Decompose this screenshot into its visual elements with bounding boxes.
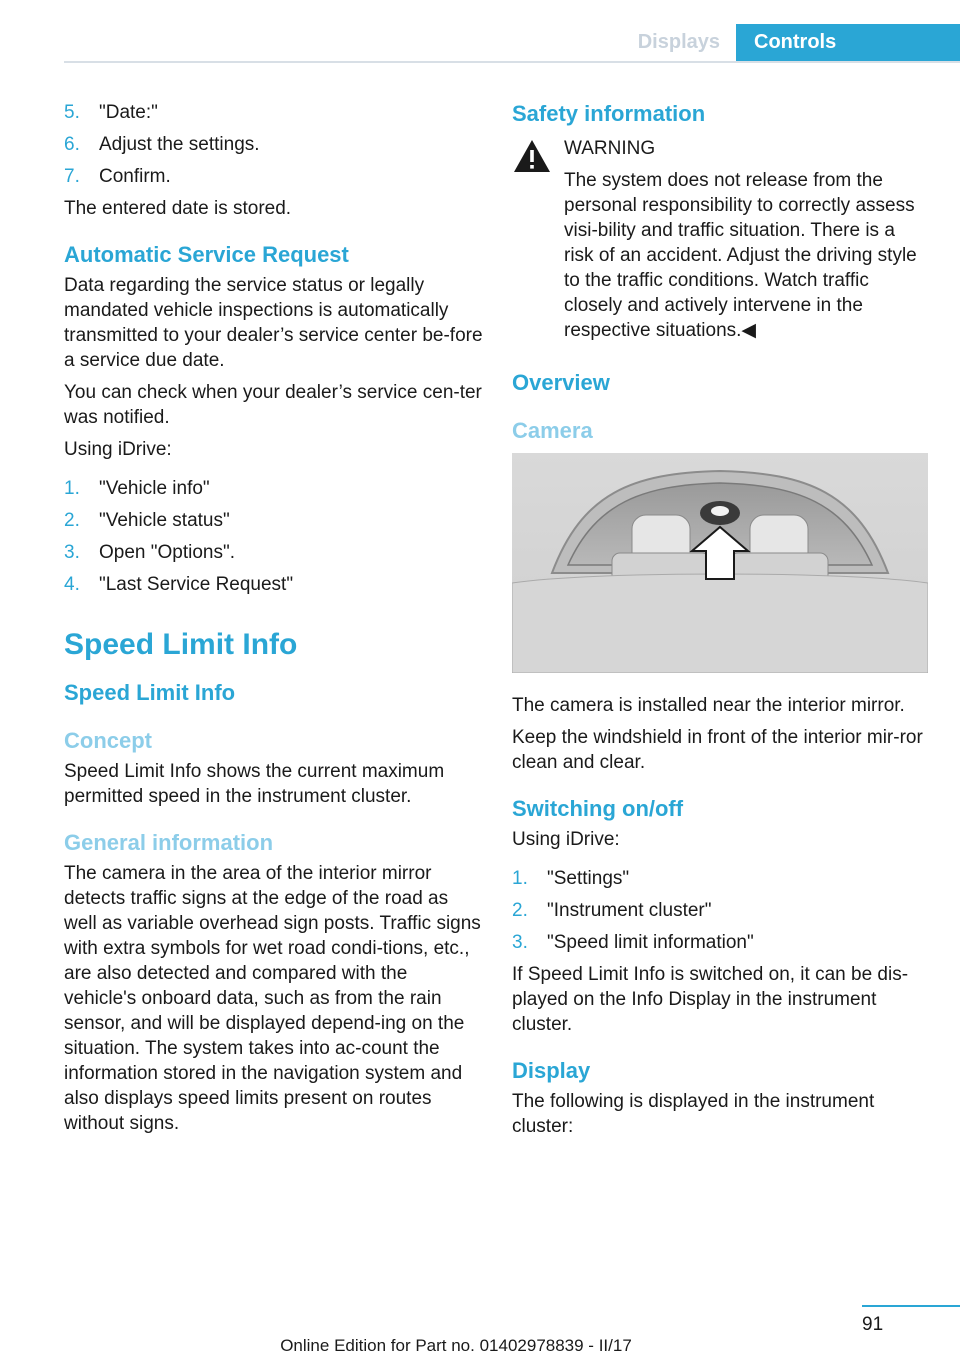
list-text: "Speed limit information"	[547, 932, 754, 953]
footer-edition-text: Online Edition for Part no. 01402978839 - II/17	[280, 1336, 632, 1355]
warning-block	[512, 136, 928, 343]
header-chapter-tab[interactable]: Controls	[736, 24, 960, 61]
warning-triangle-icon	[512, 138, 552, 174]
list-number: 1.	[512, 868, 528, 889]
list-text: Adjust the settings.	[99, 134, 260, 155]
list-number: 3.	[512, 932, 528, 953]
list-text: Open "Options".	[99, 542, 236, 563]
list-item	[64, 540, 484, 565]
display-heading: Display	[512, 1058, 591, 1083]
list-number: 5.	[64, 102, 80, 123]
camera-heading: Camera	[512, 418, 593, 443]
list-text: "Vehicle info"	[99, 478, 210, 499]
asr-paragraph-1: Data regarding the service status or legally mandated vehicle inspections is automatically transmitted to your dealer’s service center be-fore a service due date.	[64, 275, 483, 371]
asr-paragraph-3: Using iDrive:	[64, 439, 172, 460]
concept-paragraph: Speed Limit Info shows the current maximum permitted speed in the instrument cluster.	[64, 761, 445, 807]
page-number: 91	[862, 1314, 884, 1335]
camera-paragraph-1: The camera is installed near the interior mirror.	[512, 695, 905, 716]
list-number: 6.	[64, 134, 80, 155]
list-number: 2.	[64, 510, 80, 531]
list-text: "Vehicle status"	[99, 510, 230, 531]
asr-heading: Automatic Service Request	[64, 242, 349, 267]
footer-rule	[862, 1305, 960, 1307]
camera-paragraph-2: Keep the windshield in front of the interior mir-ror clean and clear.	[512, 727, 923, 773]
date-steps-list	[64, 100, 484, 189]
switch-heading: Switching on/off	[512, 796, 684, 821]
list-number: 3.	[64, 542, 80, 563]
list-number: 7.	[64, 166, 80, 187]
concept-heading: Concept	[64, 728, 152, 753]
list-item	[64, 132, 484, 157]
chapter-title: Speed Limit Info	[64, 628, 298, 661]
general-info-heading: General information	[64, 830, 274, 855]
camera-illustration	[512, 453, 928, 673]
switch-steps-list	[512, 866, 928, 955]
safety-heading: Safety information	[512, 101, 706, 126]
warning-text-content: The system does not release from the personal responsibility to correctly assess visi-bility and traffic situation. There is a risk of an accident. Adjust the driving style to the traffic conditions. Watch traffic closely and actively intervene in the respective situations.◀	[564, 170, 917, 341]
asr-paragraph-2: You can check when your dealer’s service cen-ter was notified.	[64, 382, 482, 428]
header-rule	[64, 61, 960, 63]
date-stored-text: The entered date is stored.	[64, 198, 292, 219]
list-item	[64, 100, 484, 125]
list-item	[512, 898, 928, 923]
list-item	[64, 164, 484, 189]
list-number: 2.	[512, 900, 528, 921]
warning-text	[564, 168, 928, 343]
left-column	[64, 100, 484, 1143]
list-text: "Last Service Request"	[99, 574, 294, 595]
list-item	[64, 572, 484, 597]
section-title: Speed Limit Info	[64, 680, 236, 705]
list-text: "Settings"	[547, 868, 630, 889]
list-item	[64, 508, 484, 533]
list-item	[512, 930, 928, 955]
overview-heading: Overview	[512, 370, 610, 395]
list-number: 4.	[64, 574, 80, 595]
asr-steps-list	[64, 476, 484, 597]
header-section-tab[interactable]: Displays	[637, 31, 720, 53]
right-column	[512, 100, 928, 1146]
list-item	[64, 476, 484, 501]
list-text: Confirm.	[99, 166, 171, 187]
switch-paragraph: Using iDrive:	[512, 829, 620, 850]
display-paragraph: The following is displayed in the instrument cluster:	[512, 1091, 875, 1137]
list-number: 1.	[64, 478, 80, 499]
warning-label: WARNING	[564, 138, 656, 159]
list-text: "Date:"	[99, 102, 158, 123]
general-info-paragraph: The camera in the area of the interior mirror detects traffic signs at the edge of the road as well as variable overhead sign posts. Traffic signs with extra symbols for wet road condi-tions, etc., are also detected and compared with the vehicle's onboard data, such as from the rain sensor, and will be displayed depend-ing on the situation. The system takes into ac-count the information stored in the navigation system and also displays speed limits present on routes without signs.	[64, 863, 481, 1134]
switch-paragraph-2: If Speed Limit Info is switched on, it can be dis-played on the Info Display in the instrument cluster.	[512, 964, 909, 1035]
footer-edition	[0, 1336, 960, 1356]
list-text: "Instrument cluster"	[547, 900, 712, 921]
list-item	[512, 866, 928, 891]
